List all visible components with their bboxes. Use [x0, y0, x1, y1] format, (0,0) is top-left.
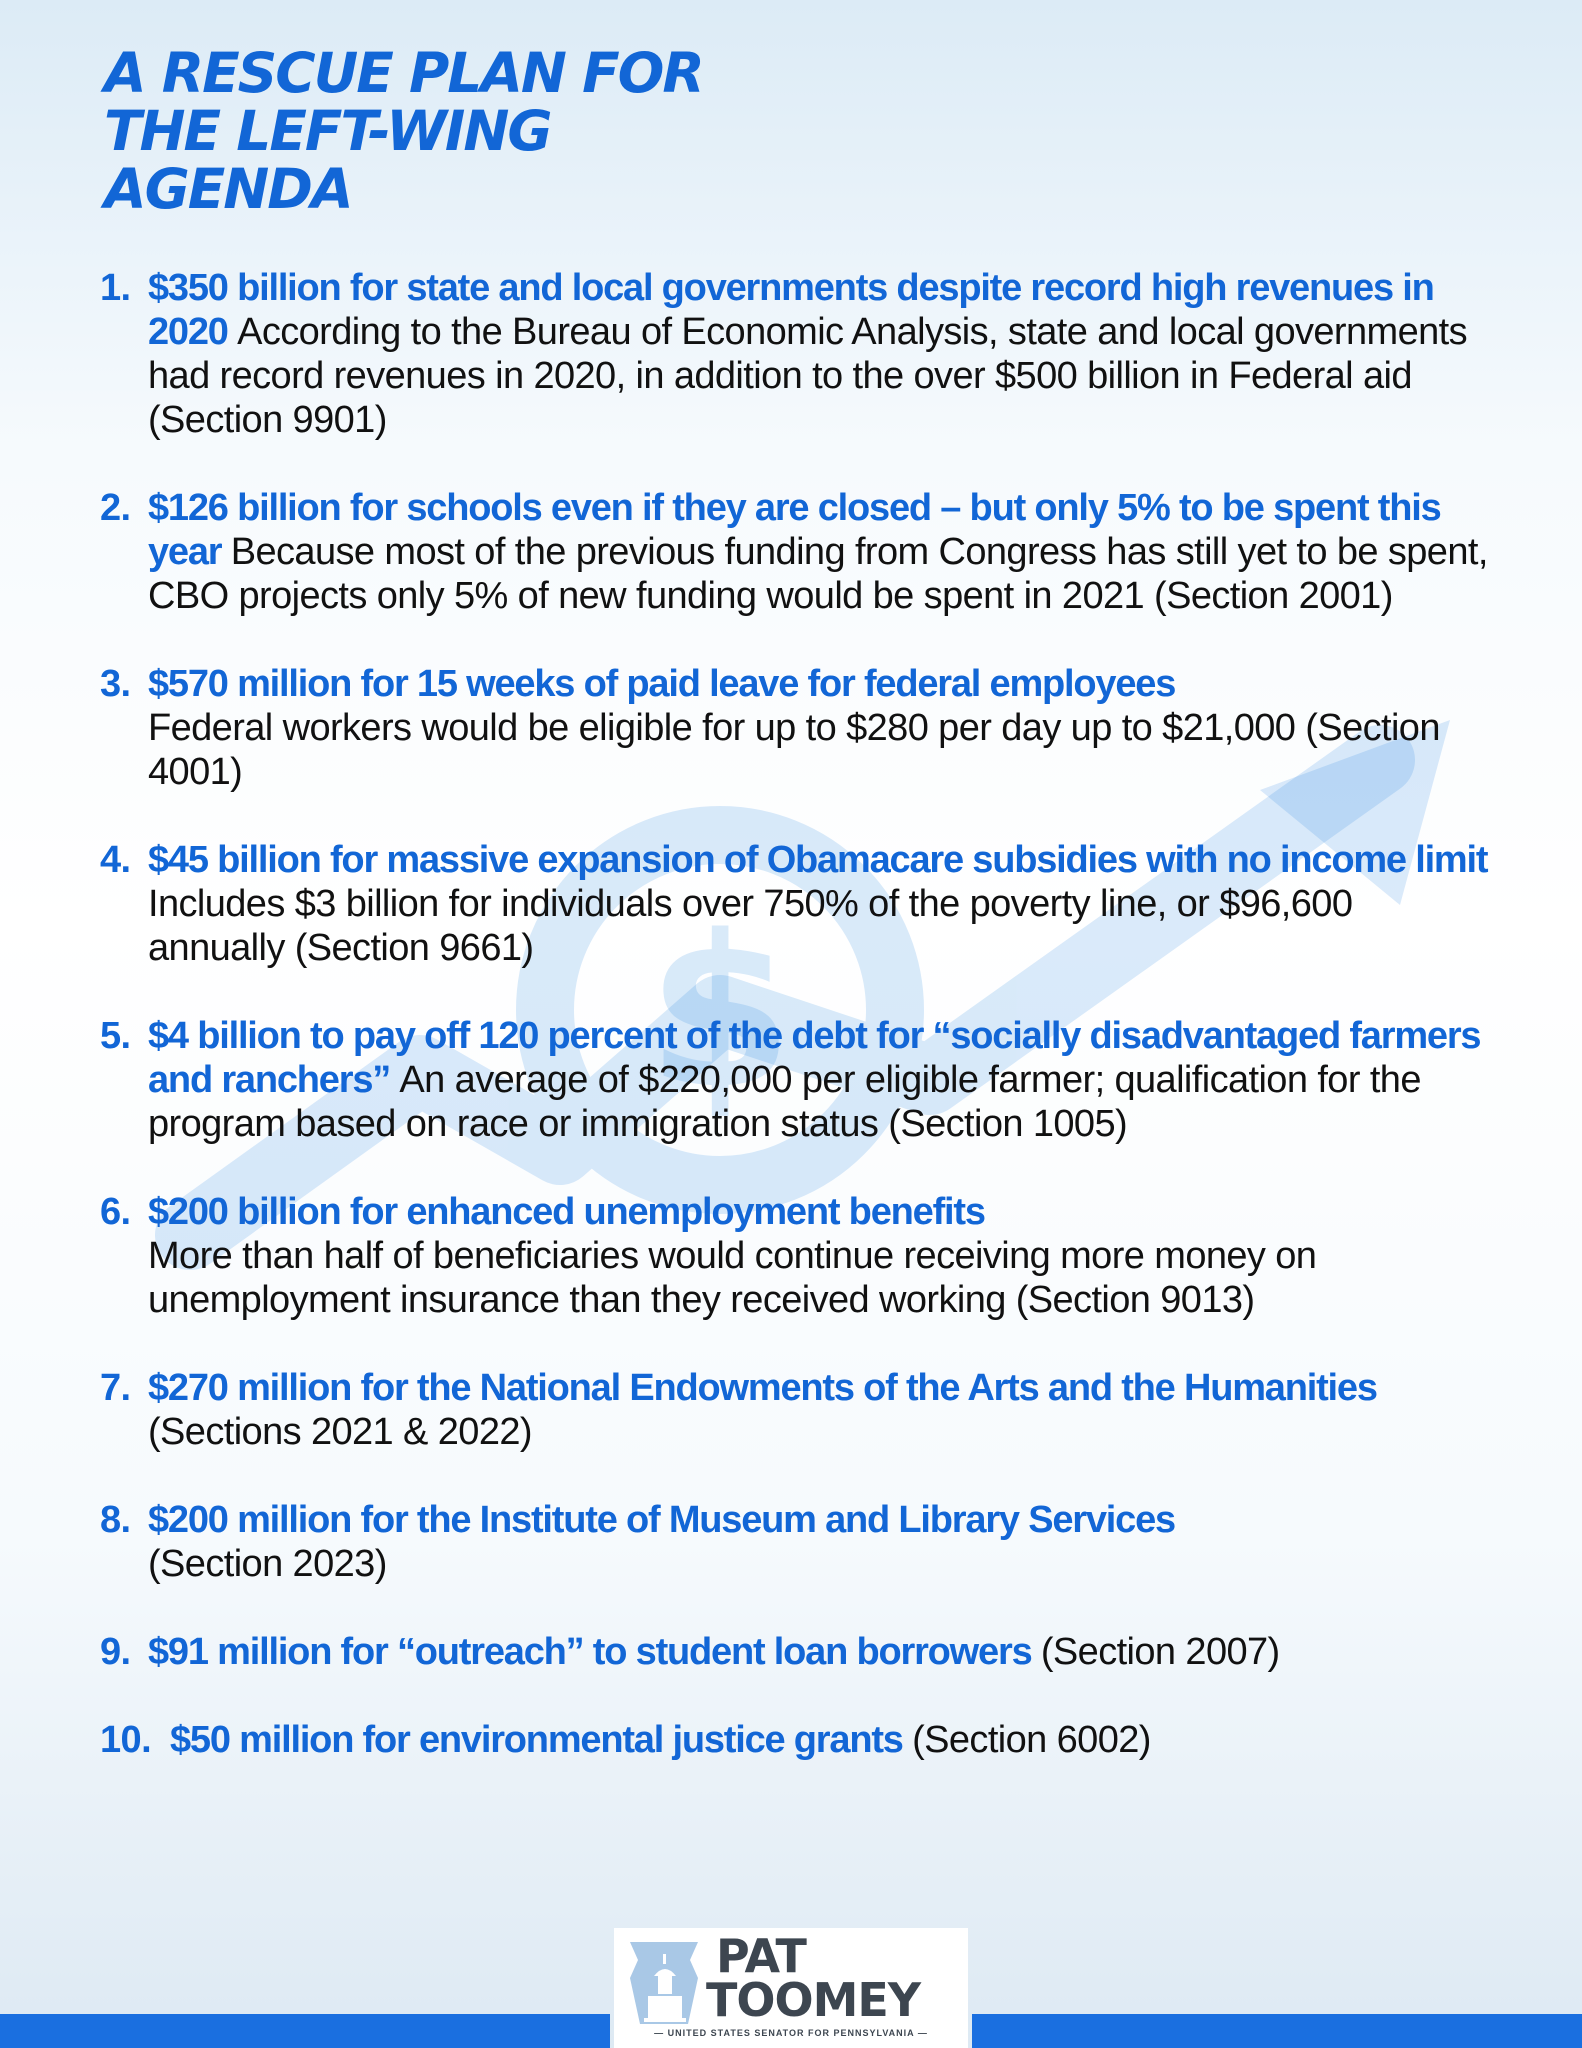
- list-item: [100, 266, 1490, 442]
- item-number: 6.: [100, 1191, 131, 1233]
- logo-name: [706, 1929, 921, 2027]
- item-detail: (Sections 2021 & 2022): [148, 1411, 532, 1453]
- item-detail: (Section 2023): [148, 1543, 387, 1585]
- item-number: 10.: [100, 1719, 152, 1761]
- item-detail: Federal workers would be eligible for up to $280 per day up to $21,000 (Section 4001): [148, 707, 1440, 793]
- title-line-3: AGENDA: [104, 157, 352, 221]
- item-detail: (Section 6002): [912, 1719, 1151, 1761]
- item-number: 3.: [100, 663, 131, 705]
- item-detail: An average of $220,000 per eligible farmer; qualification for the program based on race or immigration status (Section 1005): [148, 1059, 1421, 1145]
- logo-first-name: PAT: [716, 1929, 806, 1983]
- keystone-capitol-icon: [624, 1938, 704, 2030]
- senator-logo: [614, 1928, 968, 2048]
- page-title: [104, 41, 703, 221]
- item-headline: $200 million for the Institute of Museum and Library Services: [148, 1499, 1175, 1541]
- item-headline: $270 million for the National Endowments of the Arts and the Humanities: [148, 1367, 1377, 1409]
- item-detail: Because most of the previous funding from Congress has still yet to be spent, CBO projects only 5% of new funding would be spent in 2021 (Section 2001): [148, 531, 1488, 617]
- item-detail: According to the Bureau of Economic Analysis, state and local governments had record revenues in 2020, in addition to the over $500 billion in Federal aid (Section 9901): [148, 311, 1467, 441]
- list-item: [100, 838, 1490, 970]
- item-number: 1.: [100, 267, 131, 309]
- item-number: 8.: [100, 1499, 131, 1541]
- item-headline: $4 billion to pay off 120 percent of the debt for “socially disadvantaged farmers and ranchers”: [148, 1015, 1481, 1101]
- title-line-1: A RESCUE PLAN FOR: [104, 41, 703, 105]
- item-number: 5.: [100, 1015, 131, 1057]
- list-item: [100, 1190, 1490, 1322]
- item-detail: More than half of beneficiaries would continue receiving more money on unemployment insurance than they received working (Section 9013): [148, 1235, 1317, 1321]
- item-number: 9.: [100, 1631, 131, 1673]
- item-headline: $200 billion for enhanced unemployment benefits: [148, 1191, 985, 1233]
- logo-last-name: TOOMEY: [706, 1973, 921, 2027]
- footer-bar-left: [0, 2014, 610, 2048]
- title-line-2: THE LEFT-WING: [104, 99, 551, 163]
- item-headline: $91 million for “outreach” to student loan borrowers: [148, 1631, 1041, 1673]
- item-detail: Includes $3 billion for individuals over 750% of the poverty line, or $96,600 annually (Section 9661): [148, 883, 1353, 969]
- list-item: [100, 1366, 1490, 1454]
- list-item: [100, 1498, 1490, 1586]
- item-headline: $45 billion for massive expansion of Obamacare subsidies with no income limit: [148, 839, 1488, 881]
- item-headline: $50 million for environmental justice grants: [170, 1719, 913, 1761]
- dollar-sign-icon: $: [646, 890, 794, 1135]
- item-detail: (Section 2007): [1040, 1631, 1280, 1673]
- provisions-list: [100, 266, 1490, 1762]
- item-number: 2.: [100, 487, 131, 529]
- item-number: 4.: [100, 839, 131, 881]
- item-headline: $570 million for 15 weeks of paid leave for federal employees: [148, 663, 1176, 705]
- list-item: [100, 1718, 1490, 1762]
- item-headline: $350 billion for state and local governments despite record high revenues in 2020: [148, 267, 1434, 353]
- list-item: [100, 486, 1490, 618]
- list-item: [100, 1014, 1490, 1146]
- footer-bar-right: [972, 2014, 1582, 2048]
- list-item: [100, 1630, 1490, 1674]
- item-headline: $126 billion for schools even if they are closed – but only 5% to be spent this year: [148, 487, 1441, 573]
- logo-subtitle: — UNITED STATES SENATOR FOR PENNSYLVANIA —: [654, 2028, 928, 2038]
- item-number: 7.: [100, 1367, 131, 1409]
- list-item: [100, 662, 1490, 794]
